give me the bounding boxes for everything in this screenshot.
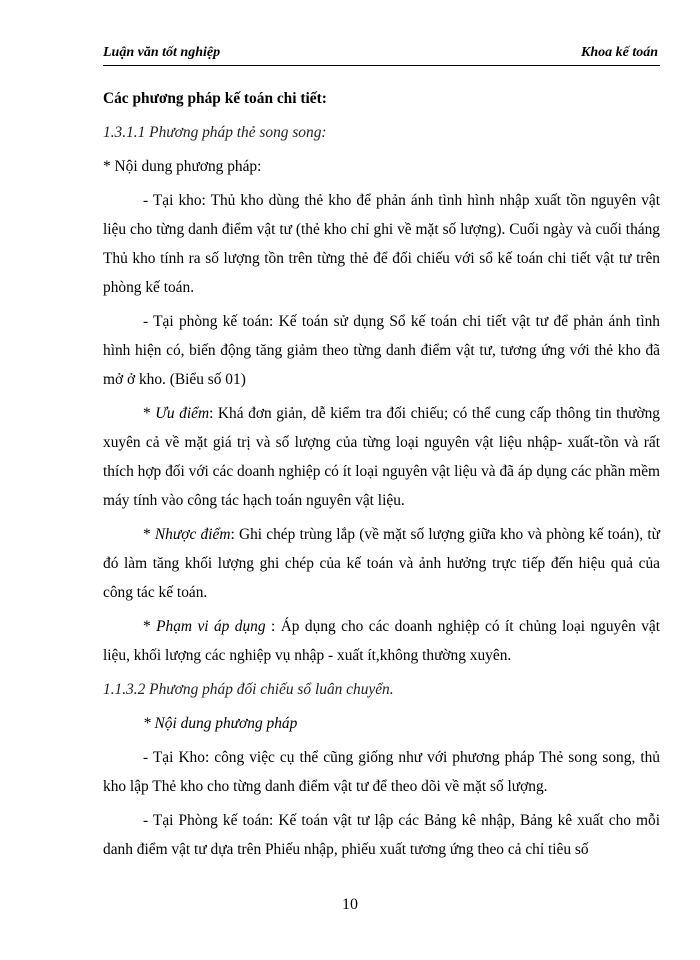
scope-text: : Áp dụng cho các doanh nghiệp có ít chủng loại nguyên vật liệu, khối lượng các nghiệp vụ nhập - xuất ít,không thường xuyên. xyxy=(103,618,661,664)
scope-label: Phạm vi áp dụng xyxy=(156,618,266,635)
warehouse-paragraph-2: - Tại Kho: công việc cụ thể cũng giống như với phương pháp Thẻ song song, thủ kho lập Thẻ kho cho từng danh điểm vật tư để theo dõi về mặt số lượng. xyxy=(103,749,660,795)
method-content-label-2: * Nội dung phương pháp xyxy=(143,715,298,732)
section-heading: Các phương pháp kế toán chi tiết: xyxy=(103,90,327,107)
advantage-label: Ưu điểm xyxy=(155,405,210,422)
header-thesis-title: Luận văn tốt nghiệp xyxy=(103,45,221,60)
accounting-paragraph-2: - Tại Phòng kế toán: Kế toán vật tư lập các Bảng kê nhập, Bảng kê xuất cho mỗi danh điểm vật tư dựa trên Phiếu nhập, phiếu xuất tương ứng theo cả chỉ tiêu số xyxy=(103,812,660,858)
disadvantage-text: : Ghi chép trùng lắp (về mặt số lượng giữa kho và phòng kế toán), từ đó làm tăng khối lượng ghi chép của kế toán và ảnh hưởng trực tiếp đến hiệu quả của công tác kế toán. xyxy=(103,526,660,601)
section-title-rotation-ledger: 1.1.3.2 Phương pháp đối chiếu sổ luân chuyển. xyxy=(103,681,394,698)
section-title-parallel-card: 1.3.1.1 Phương pháp thẻ song song: xyxy=(103,124,327,141)
method-content-label: * Nội dung phương pháp: xyxy=(103,158,262,175)
advantage-paragraph: * Ưu điểm: Khá đơn giản, dễ kiểm tra đối chiếu; có thể cung cấp thông tin thường xuyên cả về mặt giá trị và số lượng của từng loại nguyên vật liệu nhập- xuất-tồn và rất thích hợp đối với các doanh nghiệp có ít loại nguyên vật liệu và đã áp dụng các phần mềm máy tính vào công tác hạch toán nguyên vật liệu. xyxy=(103,405,661,509)
document-body xyxy=(103,84,660,869)
disadvantage-paragraph: * Nhược điểm: Ghi chép trùng lắp (về mặt số lượng giữa kho và phòng kế toán), từ đó làm tăng khối lượng ghi chép của kế toán và ảnh hưởng trực tiếp đến hiệu quả của công tác kế toán. xyxy=(103,526,660,601)
page-header xyxy=(103,43,660,66)
header-department: Khoa kế toán xyxy=(580,45,658,60)
disadvantage-label: Nhược điểm xyxy=(154,526,231,543)
accounting-paragraph: - Tại phòng kế toán: Kế toán sử dụng Sổ kế toán chi tiết vật tư để phản ánh tình hình hiện có, biến động tăng giảm theo từng danh điểm vật tư, tương ứng với thẻ kho đã mở ở kho. (Biểu số 01) xyxy=(103,313,660,388)
scope-paragraph: * Phạm vi áp dụng : Áp dụng cho các doanh nghiệp có ít chủng loại nguyên vật liệu, khối lượng các nghiệp vụ nhập - xuất ít,không thường xuyên. xyxy=(103,618,661,664)
advantage-text: : Khá đơn giản, dễ kiểm tra đối chiếu; có thể cung cấp thông tin thường xuyên cả về mặt giá trị và số lượng của từng loại nguyên vật liệu nhập- xuất-tồn và rất thích hợp đối với các doanh nghiệp có ít loại nguyên vật liệu và đã áp dụng các phần mềm máy tính vào công tác hạch toán nguyên vật liệu. xyxy=(103,405,661,509)
warehouse-paragraph: - Tại kho: Thủ kho dùng thẻ kho để phản ánh tình hình nhập xuất tồn nguyên vật liệu cho từng danh điểm vật tư (thẻ kho chỉ ghi về mặt số lượng). Cuối ngày và cuối tháng Thủ kho tính ra số lượng tồn trên từng thẻ để đối chiếu với sổ kế toán chi tiết vật tư trên phòng kế toán. xyxy=(103,192,660,296)
page-number: 10 xyxy=(342,896,358,913)
